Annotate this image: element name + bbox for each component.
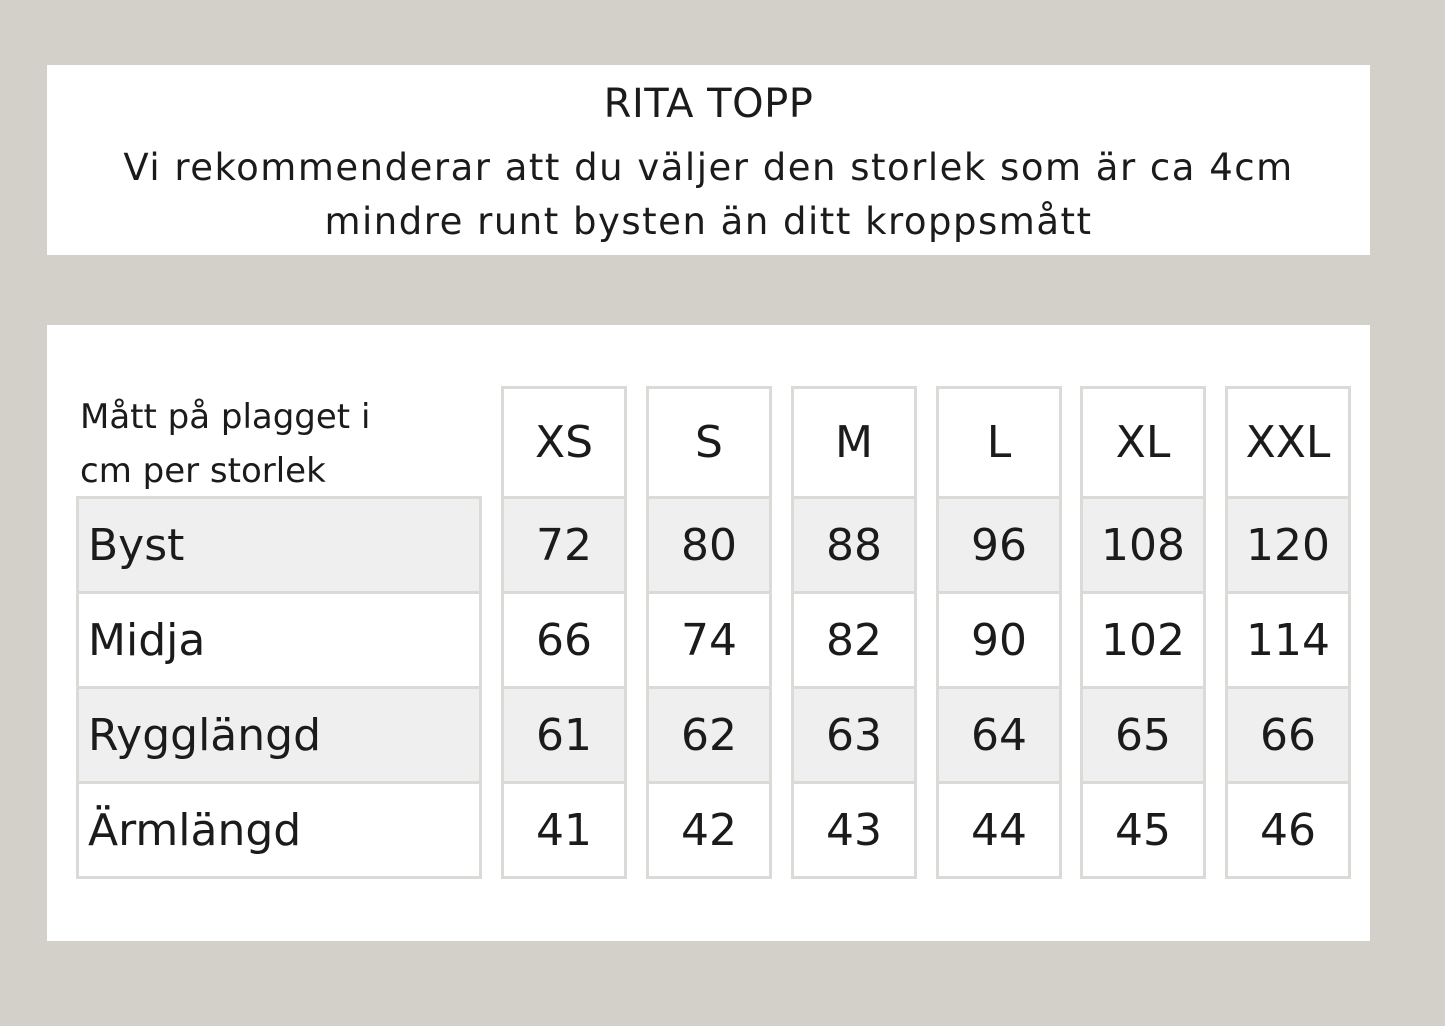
size-cell: 90 (939, 594, 1059, 689)
size-cell: 41 (536, 804, 592, 856)
size-cell: 72 (504, 499, 624, 594)
size-cell: 63 (794, 689, 914, 784)
size-cell: 64 (939, 689, 1059, 784)
size-cell: 43 (826, 804, 882, 856)
size-column-xs (501, 386, 627, 879)
size-cell: 66 (1228, 689, 1348, 784)
size-cell: 62 (649, 689, 769, 784)
size-cell: 46 (1260, 804, 1316, 856)
size-cell: 44 (971, 804, 1027, 856)
size-column-xxl (1225, 386, 1351, 879)
row-label-armlangd: Ärmlängd (88, 804, 302, 856)
size-cell: 80 (649, 499, 769, 594)
table-caption (80, 390, 470, 498)
size-cell: 66 (504, 594, 624, 689)
recommendation-text (77, 141, 1340, 249)
recommendation-line-2: mindre runt bysten än ditt kroppsmått (324, 200, 1093, 243)
size-cell: 74 (649, 594, 769, 689)
size-cell: 96 (939, 499, 1059, 594)
size-cell: 88 (794, 499, 914, 594)
size-cell: 61 (504, 689, 624, 784)
size-cell: 102 (1083, 594, 1203, 689)
size-cell: 82 (794, 594, 914, 689)
size-cell: 114 (1228, 594, 1348, 689)
size-header-xl: XL (1083, 389, 1203, 499)
size-header-m: M (794, 389, 914, 499)
measurement-label-column (76, 496, 482, 879)
size-cell: 108 (1083, 499, 1203, 594)
table-caption-line-1: Mått på plagget i (80, 397, 371, 437)
row-label-byst: Byst (79, 499, 479, 594)
size-column-m (791, 386, 917, 879)
size-cell: 65 (1083, 689, 1203, 784)
size-cell: 45 (1115, 804, 1171, 856)
size-cell: 120 (1228, 499, 1348, 594)
size-header-s: S (649, 389, 769, 499)
size-header-xxl: XXL (1228, 389, 1348, 499)
header-panel (47, 65, 1370, 255)
size-column-l (936, 386, 1062, 879)
size-header-l: L (939, 389, 1059, 499)
size-column-s (646, 386, 772, 879)
recommendation-line-1: Vi rekommenderar att du väljer den storlek som är ca 4cm (123, 146, 1294, 189)
table-caption-line-2: cm per storlek (80, 451, 326, 491)
row-label-rygglangd: Rygglängd (79, 689, 479, 784)
size-cell: 42 (681, 804, 737, 856)
size-table-panel (47, 325, 1370, 941)
page-title: RITA TOPP (603, 81, 814, 127)
size-column-xl (1080, 386, 1206, 879)
row-label-midja: Midja (79, 594, 479, 689)
size-header-xs: XS (504, 389, 624, 499)
